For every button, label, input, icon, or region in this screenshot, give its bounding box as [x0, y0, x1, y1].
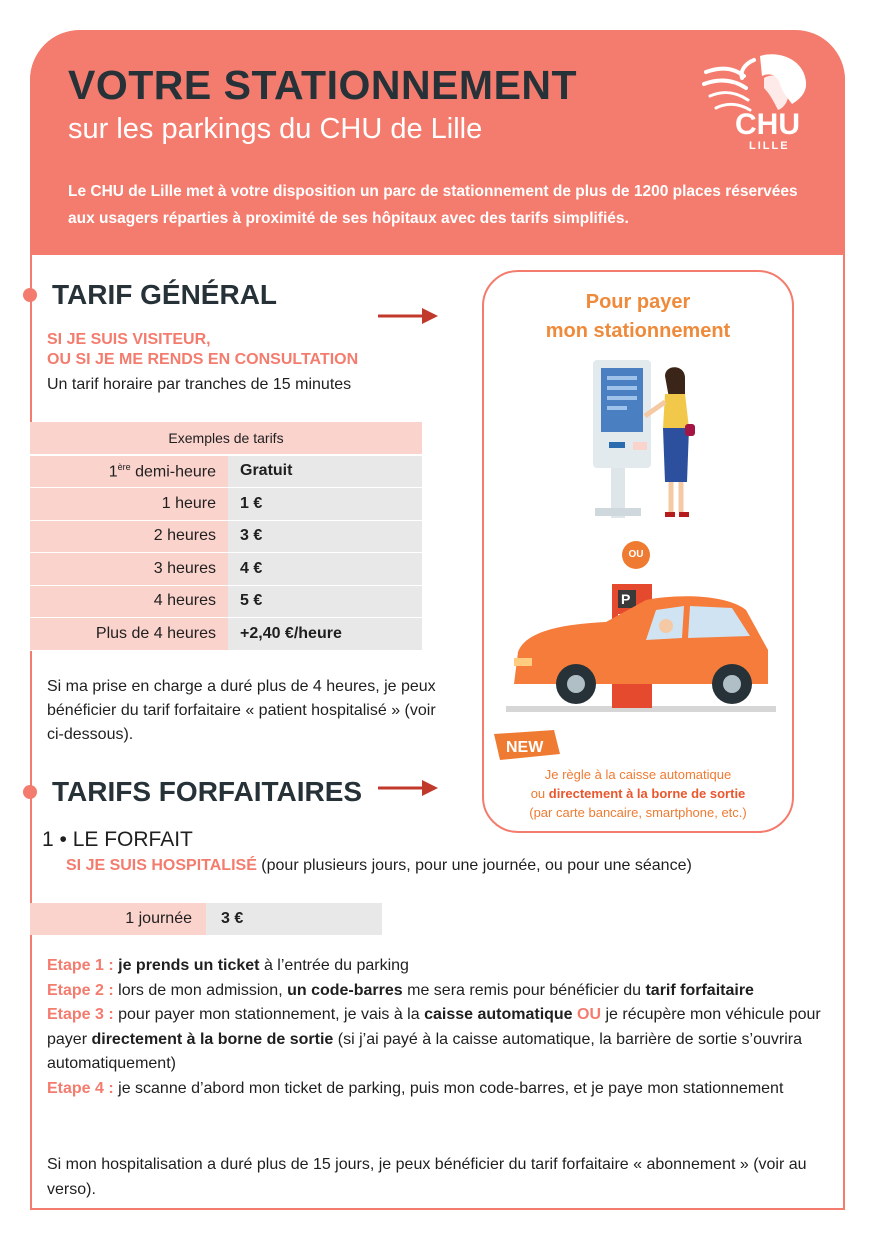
or-badge: OU [622, 541, 650, 569]
table-row [30, 520, 422, 553]
forfait-subtitle: SI JE SUIS HOSPITALISÉ (pour plusieurs jours, pour une journée, ou pour une séance) [66, 857, 692, 874]
payment-title-line1: Pour payer [585, 291, 691, 313]
new-badge-label: NEW [506, 739, 544, 756]
payment-kiosk-illustration [585, 358, 705, 523]
step-4: Etape 4 : je scanne d’abord mon ticket de parking, puis mon code-barres, et je paye mon stationnement [47, 1079, 784, 1097]
subscription-note: Si mon hospitalisation a duré plus de 15 jours, je peux bénéficier du tarif forfaitaire « abonnement » (voir au verso). [47, 1156, 807, 1198]
page-subtitle: sur les parkings du CHU de Lille [68, 113, 483, 145]
table-value-cell: 5 € [228, 585, 422, 618]
table-value-cell: Gratuit [228, 455, 422, 488]
day-rate-label: 1 journée [30, 903, 206, 935]
table-label-cell: 1ère demi-heure [30, 455, 228, 488]
visitor-label: SI JE SUIS VISITEUR, [47, 331, 211, 348]
table-caption-row [30, 422, 422, 455]
steps-list [47, 954, 837, 1101]
table-label-cell: 4 heures [30, 585, 228, 618]
tarifs-forfaitaires-title: TARIFS FORFAITAIRES [52, 776, 363, 807]
step-3: Etape 3 : pour payer mon stationnement, je vais à la caisse automatique OU je récupère mon véhicule pour payer directement à la borne de sortie (si j’ai payé à la caisse automatique, la barrière de sortie s’ouvrira automatiquement) [47, 1006, 821, 1072]
svg-text:P: P [621, 591, 631, 607]
payment-note [482, 765, 794, 822]
payment-title [482, 288, 794, 346]
payment-title-line2: mon stationnement [545, 320, 731, 342]
payment-note-line3: (par carte bancaire, smartphone, etc.) [529, 805, 747, 820]
logo-subtext: LILLE [749, 140, 790, 152]
table-row [30, 585, 422, 618]
table-row [30, 618, 422, 651]
table-label-cell: 1 heure [30, 488, 228, 521]
arrow-right-icon [378, 777, 438, 799]
day-rate-row [30, 903, 382, 935]
table-row [30, 488, 422, 521]
table-caption: Exemples de tarifs [30, 422, 422, 455]
table-label-cell: 3 heures [30, 553, 228, 586]
table-value-cell: 4 € [228, 553, 422, 586]
table-row [30, 455, 422, 488]
hourly-description: Un tarif horaire par tranches de 15 minutes [47, 376, 352, 393]
table-value-cell: 1 € [228, 488, 422, 521]
step-1: Etape 1 : je prends un ticket à l’entrée du parking [47, 957, 409, 974]
table-value-cell: +2,40 €/heure [228, 618, 422, 651]
exit-terminal-car-illustration [506, 580, 776, 720]
step-2: Etape 2 : lors de mon admission, un code-barres me sera remis pour bénéficier du tarif forfaitaire [47, 981, 754, 999]
page-title: VOTRE STATIONNEMENT [68, 62, 578, 108]
table-value-cell: 3 € [228, 520, 422, 553]
intro-text: Le CHU de Lille met à votre disposition un parc de stationnement de plus de 1200 places réservées aux usagers réparties à proximité de ses hôpitaux avec des tarifs simplifiés. [68, 183, 798, 227]
forfait-title: 1 • LE FORFAIT [42, 828, 193, 851]
arrow-right-icon [378, 305, 438, 327]
consultation-label: OU SI JE ME RENDS EN CONSULTATION [47, 351, 359, 368]
tarif-general-title: TARIF GÉNÉRAL [52, 279, 278, 310]
new-badge-icon [494, 730, 560, 760]
day-rate-value: 3 € [206, 903, 382, 935]
extended-stay-note: Si ma prise en charge a duré plus de 4 heures, je peux bénéficier du tarif forfaitaire « patient hospitalisé » (voir ci-dessous). [47, 678, 436, 743]
table-label-cell: 2 heures [30, 520, 228, 553]
section-bullet [23, 785, 37, 799]
tarif-table [30, 422, 422, 651]
table-row [30, 553, 422, 586]
section-bullet [23, 288, 37, 302]
payment-note-line2: ou directement à la borne de sortie [530, 786, 746, 801]
logo-text: CHU [735, 108, 800, 141]
table-label-cell: Plus de 4 heures [30, 618, 228, 651]
payment-note-line1: Je règle à la caisse automatique [544, 767, 732, 782]
